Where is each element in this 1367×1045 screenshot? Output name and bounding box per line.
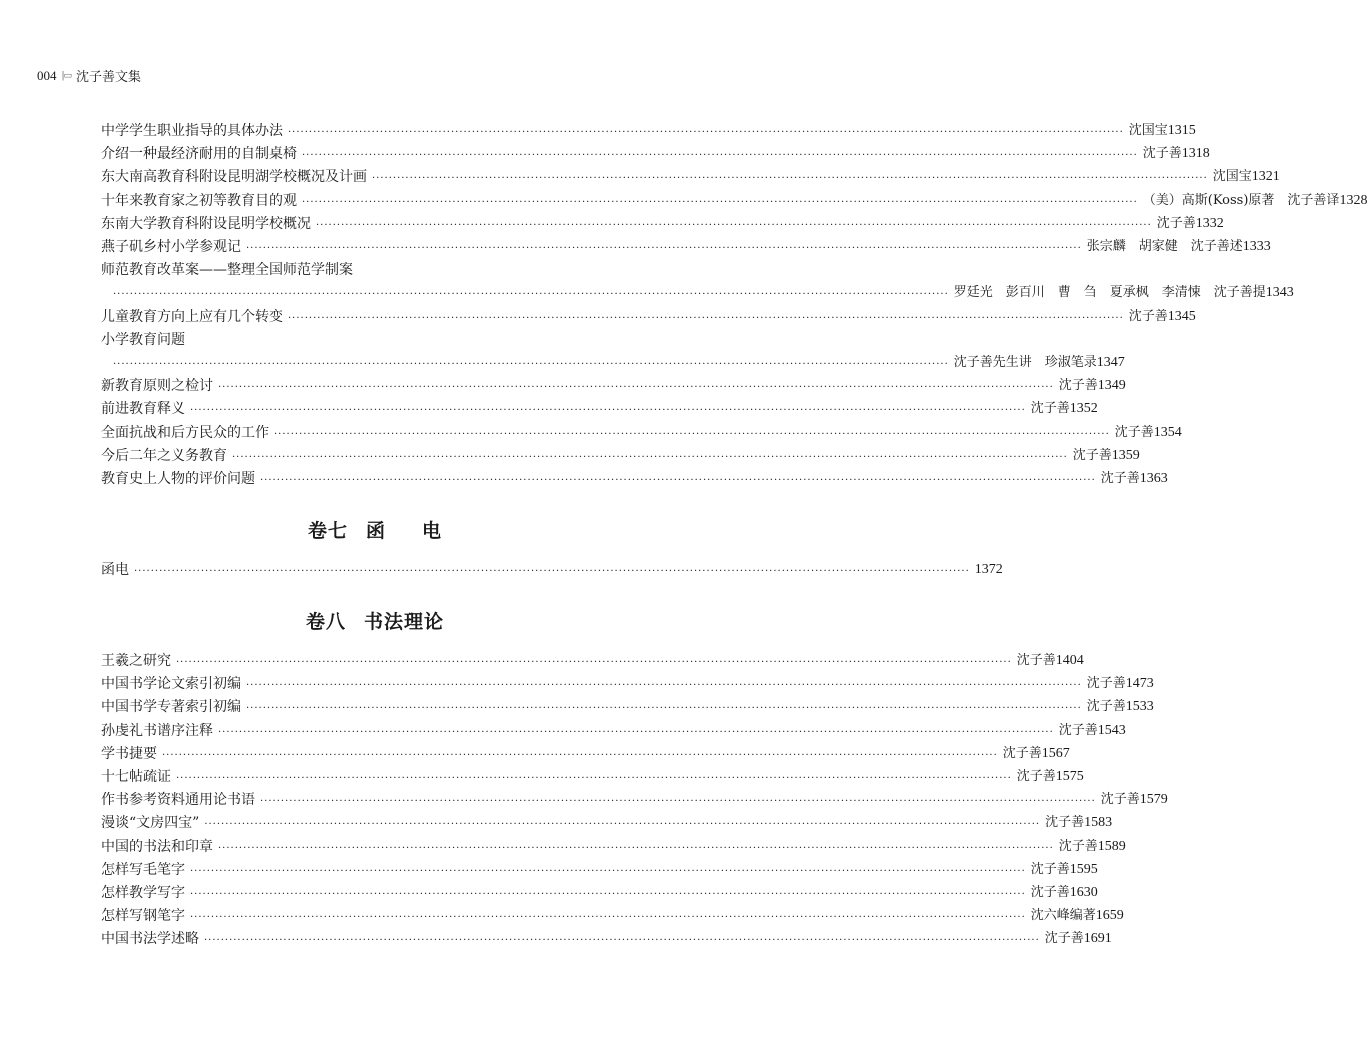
toc-entry-title: 儿童教育方向上应有几个转变 bbox=[101, 308, 283, 325]
toc-entry-page: 1659 bbox=[1095, 908, 1124, 924]
toc-entry-author: 沈子善 bbox=[1114, 424, 1154, 440]
toc-entry-author: 沈子善先生讲 珍淑笔录 bbox=[953, 355, 1097, 370]
toc-entry-page: 1354 bbox=[1153, 424, 1182, 440]
toc-entry bbox=[101, 259, 652, 279]
toc-entry-title: 函电 bbox=[101, 562, 129, 578]
toc-entry-title: 小学教育问题 bbox=[101, 331, 185, 348]
volume7-heading bbox=[0, 516, 750, 543]
toc-entry-title: 作书参考资料通用论书语 bbox=[101, 792, 255, 809]
toc-entry-author: 沈六峰编著 bbox=[1030, 908, 1096, 924]
toc-entry-author: 沈子善 bbox=[1058, 722, 1098, 738]
toc-entry-page: 1345 bbox=[1167, 308, 1196, 324]
toc-entry-author: 沈子善 bbox=[1142, 146, 1182, 162]
toc-entry bbox=[101, 329, 652, 349]
toc-entry-author: 沈子善 bbox=[1030, 861, 1070, 877]
toc-entry bbox=[101, 650, 1084, 670]
toc-entry-title: 中国书学专著索引初编 bbox=[101, 699, 241, 716]
dot-leader: ········································································································································································································ bbox=[190, 405, 1026, 417]
toc-entry-page: 1533 bbox=[1125, 699, 1154, 715]
toc-entry bbox=[101, 905, 1124, 925]
toc-entry-page: 1315 bbox=[1167, 123, 1196, 138]
toc-entry bbox=[101, 236, 1271, 256]
toc-entry-author: 沈国宝 bbox=[1128, 123, 1168, 138]
toc-entry-author: 沈子善 bbox=[1100, 471, 1140, 486]
toc-entry-page: 1567 bbox=[1041, 745, 1070, 761]
dot-leader: ········································································································································································································ bbox=[190, 865, 1026, 877]
toc-entry-page: 1575 bbox=[1055, 769, 1084, 784]
toc-entry-author: 沈子善 bbox=[1058, 378, 1098, 394]
dot-leader: ········································································································································································································ bbox=[246, 703, 1082, 715]
dot-leader: ········································································································································································································ bbox=[246, 680, 1082, 692]
toc-entry bbox=[101, 422, 1182, 442]
dot-leader: ········································································································································································································ bbox=[260, 475, 1096, 486]
toc-entry-author: 罗廷光 彭百川 曹 刍 夏承枫 李清悚 沈子善提 bbox=[953, 285, 1266, 301]
toc-entry-page: 1352 bbox=[1069, 401, 1098, 417]
toc-entry-title: 怎样写钢笔字 bbox=[101, 908, 185, 925]
dot-leader: ········································································································································································································ bbox=[176, 773, 1012, 784]
toc-entry bbox=[101, 468, 1168, 488]
toc-entry-page: 1347 bbox=[1096, 355, 1125, 370]
toc-entry bbox=[101, 352, 1125, 372]
toc-entry bbox=[101, 859, 1098, 879]
toc-entry bbox=[101, 928, 1112, 948]
book-title: 沈子善文集 bbox=[76, 70, 142, 85]
dot-leader: ········································································································································································································ bbox=[316, 219, 1152, 231]
page-number: 004 bbox=[37, 67, 57, 83]
toc-entry-author: 沈子善 bbox=[1156, 215, 1196, 231]
dot-leader: ········································································································································································································ bbox=[113, 289, 949, 301]
toc-entry-title: 东大南高教育科附设昆明湖学校概况及计画 bbox=[101, 169, 367, 186]
toc-entry bbox=[101, 445, 1140, 465]
dot-leader: ········································································································································································································ bbox=[176, 657, 1012, 668]
running-head bbox=[37, 66, 141, 85]
dot-leader: ········································································································································································································ bbox=[162, 749, 998, 761]
volume7-heading-char2: 电 bbox=[422, 520, 443, 542]
toc-entry-title: 全面抗战和后方民众的工作 bbox=[101, 424, 269, 441]
toc-entry-page: 1583 bbox=[1084, 815, 1113, 831]
divider-mark-icon: |▭ bbox=[61, 70, 72, 81]
toc-entry bbox=[101, 766, 1084, 786]
toc-entry bbox=[101, 559, 1003, 579]
dot-leader: ········································································································································································································ bbox=[288, 127, 1124, 138]
toc-entry-page: 1343 bbox=[1265, 285, 1294, 301]
dot-leader: ········································································································································································································ bbox=[274, 428, 1110, 440]
toc-entry-title: 十年来教育家之初等教育目的观 bbox=[101, 192, 297, 209]
toc-entry-title: 中学学生职业指导的具体办法 bbox=[101, 123, 283, 139]
toc-entry-title: 十七帖疏证 bbox=[101, 769, 171, 785]
toc-entry bbox=[101, 696, 1154, 716]
toc-entry-page: 1332 bbox=[1195, 215, 1224, 231]
toc-entry bbox=[101, 882, 1098, 902]
toc-entry-author: 张宗麟 胡家健 沈子善述 bbox=[1086, 239, 1243, 254]
volume7-heading-char1: 函 bbox=[365, 520, 386, 542]
toc-entry-author: 沈子善 bbox=[1086, 699, 1126, 715]
toc-entry bbox=[101, 213, 1224, 233]
dot-leader: ········································································································································································································ bbox=[113, 359, 949, 370]
toc-entry-author: 沈国宝 bbox=[1212, 169, 1252, 185]
toc-entry-page: 1359 bbox=[1111, 447, 1140, 463]
toc-entry bbox=[101, 143, 1210, 163]
toc-entry bbox=[101, 743, 1070, 763]
toc-entry-author: 沈子善 bbox=[1002, 745, 1042, 761]
toc-entry-page: 1691 bbox=[1083, 931, 1112, 947]
dot-leader: ········································································································································································································ bbox=[204, 935, 1040, 947]
toc-entry-page: 1404 bbox=[1055, 653, 1084, 668]
toc-entry-title: 师范教育改革案——整理全国师范学制案 bbox=[101, 262, 353, 279]
toc-entry-title: 东南大学教育科附设昆明学校概况 bbox=[101, 215, 311, 232]
toc-entry-author: 沈子善 bbox=[1072, 447, 1112, 463]
toc-entry-author: 沈子善 bbox=[1016, 769, 1056, 784]
toc-entry-page: 1333 bbox=[1242, 239, 1271, 254]
dot-leader: ········································································································································································································ bbox=[218, 726, 1054, 738]
toc-entry-page: 1579 bbox=[1139, 792, 1168, 808]
toc-entry-title: 今后二年之义务教育 bbox=[101, 447, 227, 464]
toc-entry-title: 中国书学论文索引初编 bbox=[101, 676, 241, 693]
dot-leader: ········································································································································································································ bbox=[190, 912, 1026, 924]
toc-entry-page: 1318 bbox=[1181, 146, 1210, 162]
dot-leader: ········································································································································································································ bbox=[302, 150, 1138, 162]
toc-entry-page: 1543 bbox=[1097, 722, 1126, 738]
toc-entry bbox=[101, 306, 1196, 326]
dot-leader: ········································································································································································································ bbox=[190, 889, 1026, 900]
dot-leader: ········································································································································································································ bbox=[260, 796, 1096, 808]
toc-entry bbox=[101, 375, 1126, 395]
toc-entry-page: 1473 bbox=[1125, 676, 1154, 692]
toc-entry bbox=[101, 166, 1280, 186]
toc-entry bbox=[101, 720, 1126, 740]
toc-entry-page: 1321 bbox=[1251, 169, 1280, 185]
toc-entry-page: 1349 bbox=[1097, 378, 1126, 394]
toc-entry bbox=[101, 190, 1367, 210]
toc-entry bbox=[101, 789, 1168, 809]
toc-entry-author: 沈子善 bbox=[1045, 815, 1085, 831]
dot-leader: ········································································································································································································ bbox=[134, 566, 970, 577]
toc-entry-page: 1595 bbox=[1069, 861, 1098, 877]
toc-entry-author: 沈子善 bbox=[1058, 838, 1098, 854]
toc-entry-title: 怎样教学写字 bbox=[101, 885, 185, 901]
toc-entry-author: （美）高斯(Koss)原著 沈子善译 bbox=[1142, 192, 1340, 208]
toc-entry bbox=[101, 282, 1294, 302]
toc-entry-title: 介绍一种最经济耐用的自制桌椅 bbox=[101, 146, 297, 163]
toc-entry-title: 学书捷要 bbox=[101, 745, 157, 762]
toc-entry bbox=[101, 836, 1126, 856]
toc-entry-author: 沈子善 bbox=[1100, 792, 1140, 808]
toc-entry-title: 孙虔礼书谱序注释 bbox=[101, 722, 213, 739]
toc-entry-page: 1372 bbox=[974, 562, 1003, 577]
toc-entry-title: 教育史上人物的评价问题 bbox=[101, 471, 255, 487]
volume8-heading bbox=[0, 607, 750, 634]
toc-entry-title: 王羲之研究 bbox=[101, 653, 171, 669]
toc-entry bbox=[101, 398, 1098, 418]
volume8-heading-title: 书法理论 bbox=[364, 611, 445, 633]
dot-leader: ········································································································································································································ bbox=[204, 819, 1041, 831]
dot-leader: ········································································································································································································ bbox=[288, 312, 1124, 324]
toc-entry-title: 中国的书法和印章 bbox=[101, 838, 213, 855]
dot-leader: ········································································································································································································ bbox=[302, 196, 1138, 208]
toc-entry-title: 怎样写毛笔字 bbox=[101, 861, 185, 878]
toc-entry-title: 燕子矶乡村小学参观记 bbox=[101, 239, 241, 255]
toc-entry-title: 漫谈“文房四宝” bbox=[101, 815, 200, 832]
toc-entry bbox=[101, 673, 1154, 693]
toc-entry-title: 新教育原则之检讨 bbox=[101, 378, 213, 395]
toc-entry-page: 1630 bbox=[1069, 885, 1098, 900]
toc-entry-author: 沈子善 bbox=[1016, 653, 1056, 668]
volume7-heading-number: 卷七 bbox=[307, 520, 348, 542]
toc-entry-page: 1589 bbox=[1097, 838, 1126, 854]
toc-entry-title: 前进教育释义 bbox=[101, 401, 185, 418]
toc-entry-title: 中国书法学述略 bbox=[101, 931, 199, 948]
dot-leader: ········································································································································································································ bbox=[218, 842, 1054, 854]
dot-leader: ········································································································································································································ bbox=[218, 382, 1054, 394]
toc-entry bbox=[101, 120, 1196, 140]
dot-leader: ········································································································································································································ bbox=[232, 451, 1068, 463]
toc-entry-author: 沈子善 bbox=[1030, 401, 1070, 417]
dot-leader: ········································································································································································································ bbox=[246, 243, 1082, 254]
toc-entry-page: 1363 bbox=[1139, 471, 1168, 486]
toc-entry-author: 沈子善 bbox=[1086, 676, 1126, 692]
toc-entry bbox=[101, 812, 1113, 832]
dot-leader: ········································································································································································································ bbox=[372, 173, 1208, 185]
toc-entry-page: 1328 bbox=[1339, 192, 1367, 208]
toc-entry-author: 沈子善 bbox=[1044, 931, 1084, 947]
toc-entry-author: 沈子善 bbox=[1030, 885, 1070, 900]
volume8-heading-number: 卷八 bbox=[305, 611, 346, 633]
toc-entry-author: 沈子善 bbox=[1128, 308, 1168, 324]
